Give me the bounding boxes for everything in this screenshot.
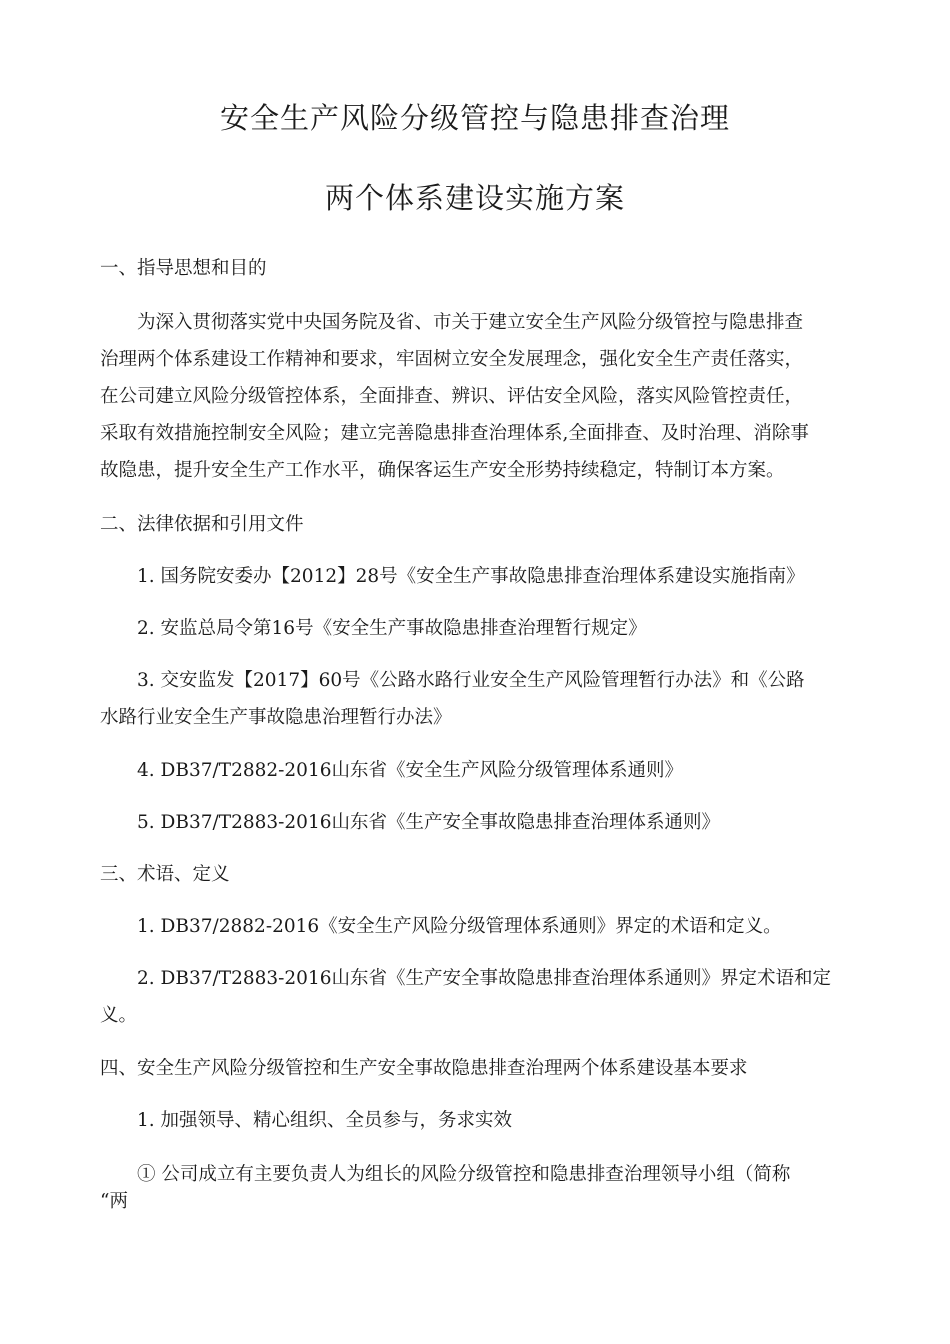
paragraph-1-line-3: 在公司建立风险分级管控体系，全面排查、辨识、评估安全风险，落实风险管控责任， bbox=[100, 386, 804, 407]
requirement-sub-item-1-line-1: ① 公司成立有主要负责人为组长的风险分级管控和隐患排查治理领导小组（简称 bbox=[137, 1164, 791, 1185]
section-4-heading: 四、安全生产风险分级管控和生产安全事故隐患排查治理两个体系建设基本要求 bbox=[100, 1058, 748, 1079]
paragraph-1-line-1: 为深入贯彻落实党中央国务院及省、市关于建立安全生产风险分级管控与隐患排查 bbox=[137, 312, 804, 333]
section-1-heading: 一、指导思想和目的 bbox=[100, 258, 267, 279]
section-2-heading: 二、法律依据和引用文件 bbox=[100, 514, 304, 535]
reference-item-4: 4. DB37/T2882-2016山东省《安全生产风险分级管理体系通则》 bbox=[137, 760, 683, 781]
paragraph-1-line-4: 采取有效措施控制安全风险；建立完善隐患排查治理体系,全面排查、及时治理、消除事 bbox=[100, 423, 809, 444]
reference-item-3-line-2: 水路行业安全生产事故隐患治理暂行办法》 bbox=[100, 707, 452, 728]
reference-item-1: 1. 国务院安委办【2012】28号《安全生产事故隐患排查治理体系建设实施指南》 bbox=[137, 566, 805, 587]
document-title-line-1: 安全生产风险分级管控与隐患排查治理 bbox=[219, 101, 730, 135]
section-3-heading: 三、术语、定义 bbox=[100, 864, 230, 885]
reference-item-3-line-1: 3. 交安监发【2017】60号《公路水路行业安全生产风险管理暂行办法》和《公路 bbox=[137, 670, 805, 691]
requirement-sub-item-1-line-2: “两 bbox=[100, 1191, 128, 1212]
requirement-item-1: 1. 加强领导、精心组织、全员参与，务求实效 bbox=[137, 1110, 513, 1131]
paragraph-1-line-5: 故隐患，提升安全生产工作水平，确保客运生产安全形势持续稳定，特制订本方案。 bbox=[100, 460, 785, 481]
reference-item-5: 5. DB37/T2883-2016山东省《生产安全事故隐患排查治理体系通则》 bbox=[137, 812, 720, 833]
definition-item-2-line-2: 义。 bbox=[100, 1005, 138, 1026]
paragraph-1-line-2: 治理两个体系建设工作精神和要求，牢固树立安全发展理念，强化安全生产责任落实， bbox=[100, 349, 804, 370]
reference-item-2: 2. 安监总局令第16号《安全生产事故隐患排查治理暂行规定》 bbox=[137, 618, 647, 639]
definition-item-1: 1. DB37/2882-2016《安全生产风险分级管理体系通则》界定的术语和定义。 bbox=[137, 916, 782, 937]
definition-item-2-line-1: 2. DB37/T2883-2016山东省《生产安全事故隐患排查治理体系通则》界定术语和定 bbox=[137, 968, 831, 989]
document-title-line-2: 两个体系建设实施方案 bbox=[324, 181, 625, 215]
